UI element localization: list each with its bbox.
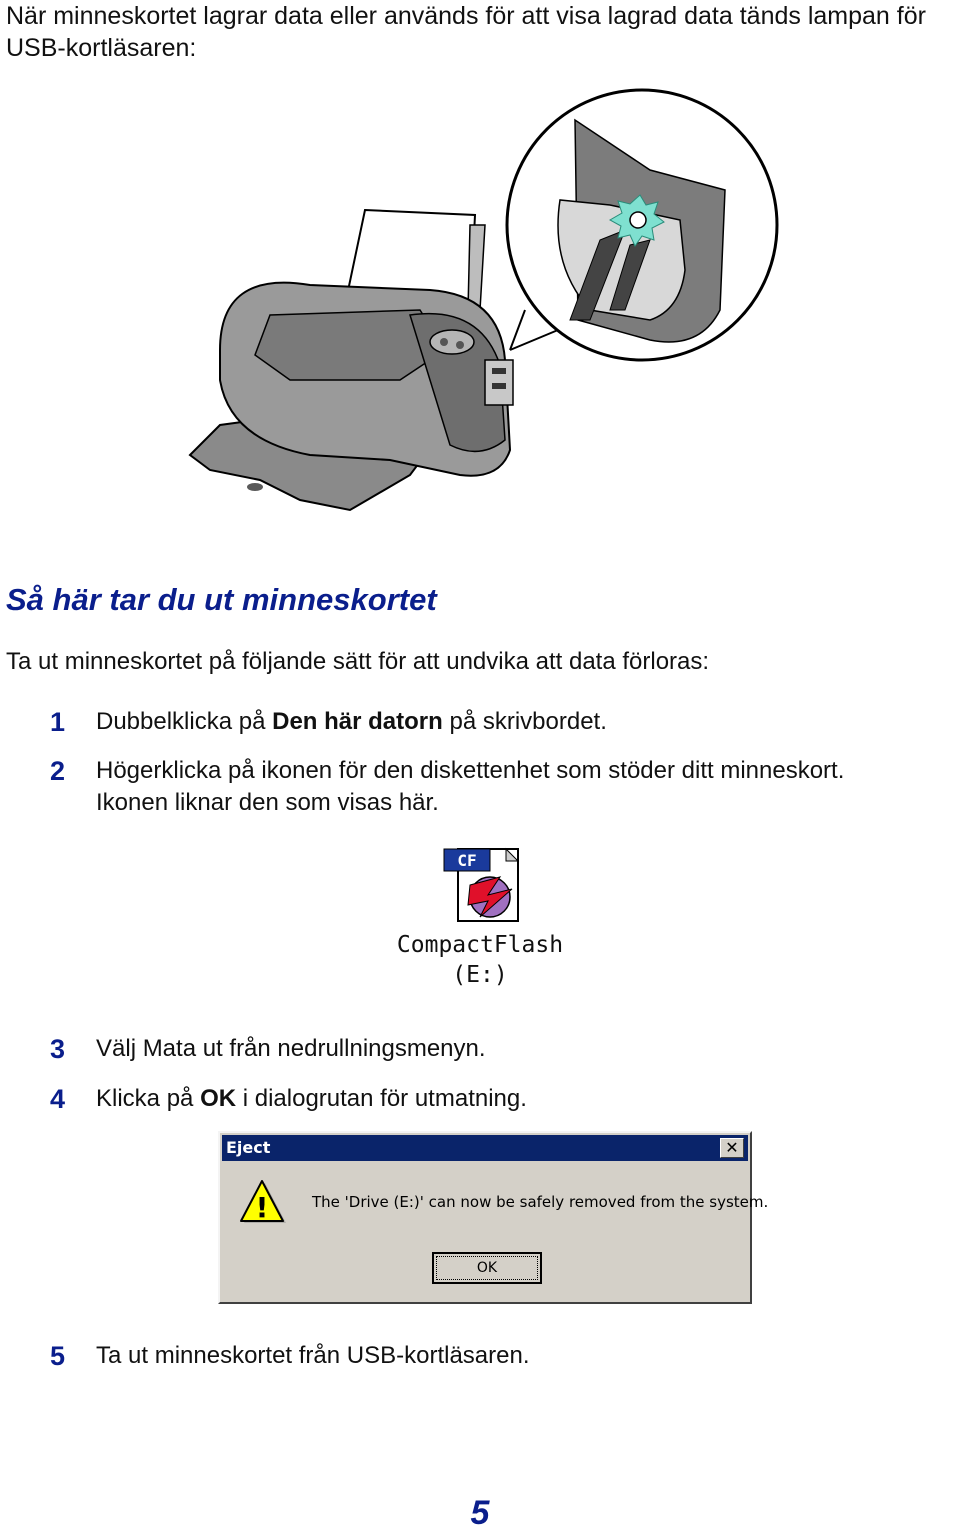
ok-button[interactable] — [432, 1252, 542, 1284]
dialog-titlebar[interactable] — [222, 1135, 748, 1161]
lead-paragraph: Ta ut minneskortet på följande sätt för att undvika att data förloras: — [6, 648, 710, 675]
page-number: 5 — [470, 1494, 490, 1532]
dialog-message: The 'Drive (E:)' can now be safely removed from the system. — [312, 1193, 769, 1211]
step-bold-term: OK — [200, 1085, 237, 1112]
dialog-title: Eject — [226, 1138, 271, 1157]
step-text: Klicka på OK i dialogrutan för utmatning. — [96, 1085, 527, 1112]
cf-badge: CF — [457, 851, 477, 870]
step-number: 3 — [50, 1034, 66, 1064]
step-text: Ta ut minneskortet från USB-kortläsaren. — [96, 1342, 530, 1369]
drive-label: CompactFlash (E:) — [396, 932, 564, 988]
warning-glyph: ! — [255, 1191, 269, 1224]
intro-paragraph: När minneskortet lagrar data eller används för att visa lagrad data tänds lampan för USB-kortläsaren: — [6, 2, 926, 62]
warning-icon — [238, 1179, 288, 1227]
step-number: 1 — [50, 707, 66, 737]
step-text: Högerklicka på ikonen för den diskettenhet som stöder ditt minneskort. Ikonen liknar den som visas här. — [96, 757, 845, 816]
step-number: 2 — [50, 756, 66, 786]
step-number: 4 — [50, 1084, 66, 1114]
step-text: Dubbelklicka på Den här datorn på skrivbordet. — [96, 708, 607, 735]
compactflash-drive-icon[interactable] — [440, 845, 524, 925]
section-heading: Så här tar du ut minneskortet — [6, 582, 437, 617]
step-bold-term: Den här datorn — [272, 708, 443, 735]
printer-illustration — [180, 80, 800, 530]
step-text: Välj Mata ut från nedrullningsmenyn. — [96, 1035, 486, 1062]
close-icon[interactable]: ✕ — [720, 1138, 744, 1158]
ok-button-label: OK — [436, 1256, 538, 1280]
step-number: 5 — [50, 1341, 66, 1371]
eject-dialog — [218, 1131, 769, 1304]
